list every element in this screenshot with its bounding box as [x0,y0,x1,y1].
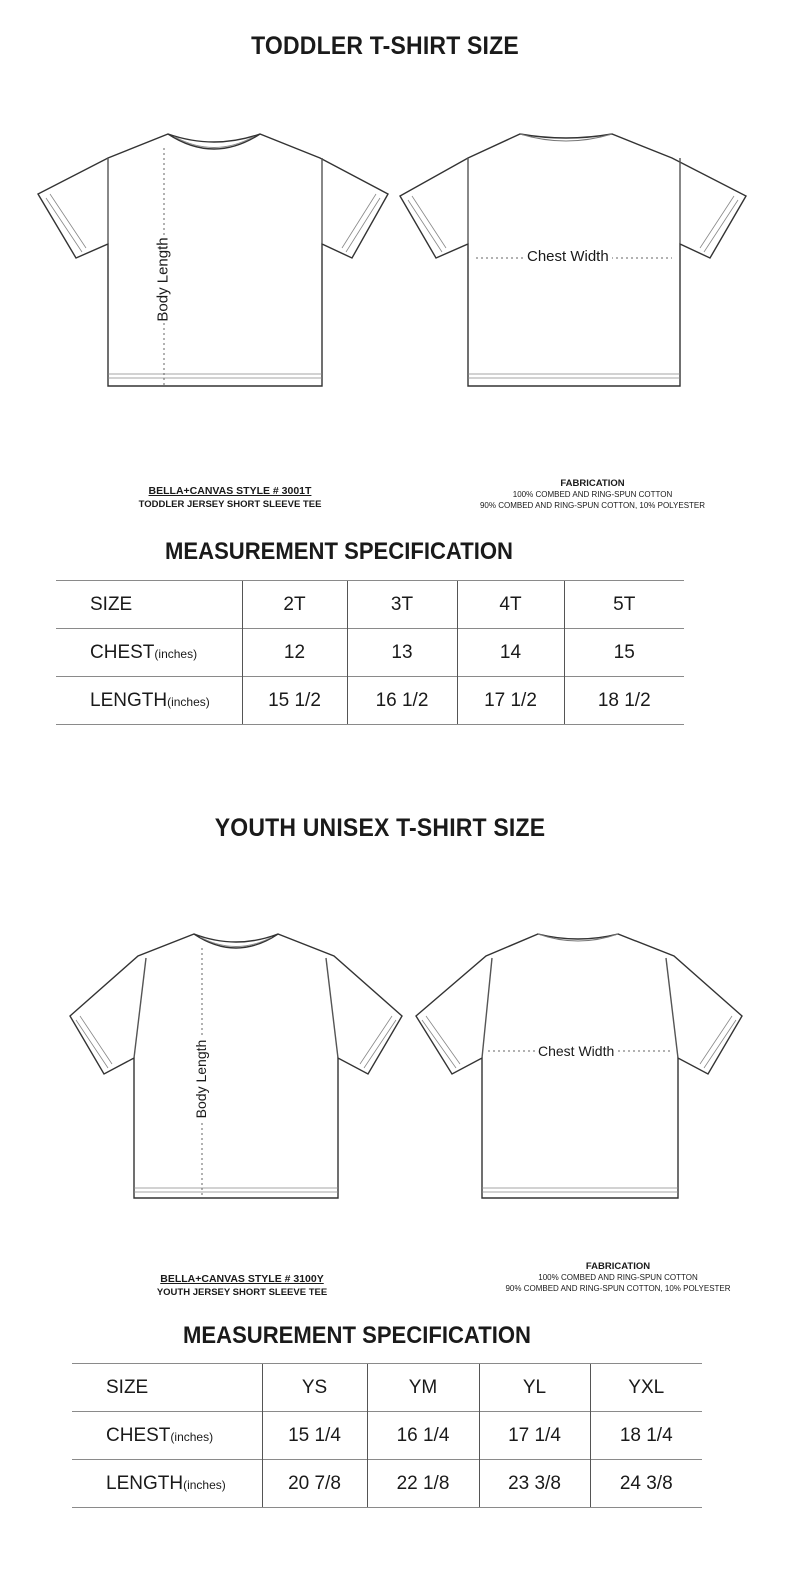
toddler-fabrication-line1: 100% COMBED AND RING-SPUN COTTON [512,490,673,499]
length-row-label [56,677,242,725]
youth-fabrication-line1: 100% COMBED AND RING-SPUN COTTON [538,1273,698,1282]
length-label-text: LENGTH [106,1472,184,1494]
youth-spec-title: MEASUREMENT SPECIFICATION [183,1322,531,1349]
size-row-label: SIZE [72,1364,262,1412]
chest-cell: 13 [347,629,457,677]
toddler-body-length-label: Body Length [154,237,172,322]
size-cell: YL [479,1364,590,1412]
youth-chest-width-label: Chest Width [535,1043,617,1059]
length-unit: (inches) [183,1477,226,1492]
size-cell: YS [262,1364,367,1412]
length-row-label [72,1460,262,1508]
youth-style-info [122,1273,362,1299]
toddler-fabrication [440,478,745,511]
chest-row-label [72,1412,262,1460]
length-unit: (inches) [167,694,210,709]
youth-title: YOUTH UNISEX T-SHIRT SIZE [214,814,546,842]
length-cell: 24 3/8 [590,1460,702,1508]
chest-unit: (inches) [154,646,198,661]
size-cell: 4T [457,581,564,629]
chest-label-text: CHEST [90,641,155,663]
table-row [72,1460,702,1508]
length-cell: 17 1/2 [457,677,564,725]
youth-style-number: BELLA+CANVAS STYLE # 3100Y [160,1273,324,1285]
chest-label-text: CHEST [106,1424,171,1446]
size-cell: YXL [590,1364,702,1412]
youth-measurement-table [72,1363,702,1508]
table-row [56,629,684,677]
table-row [56,581,684,629]
toddler-chest-width-label: Chest Width [524,248,612,265]
toddler-style-number: BELLA+CANVAS STYLE # 3001T [148,485,312,497]
length-cell: 18 1/2 [564,677,684,725]
youth-style-description: YOUTH JERSEY SHORT SLEEVE TEE [156,1287,328,1298]
size-cell: 3T [347,581,457,629]
toddler-fabrication-line2: 90% COMBED AND RING-SPUN COTTON, 10% POLYESTER [479,501,706,510]
chest-cell: 17 1/4 [479,1412,590,1460]
chest-unit: (inches) [170,1429,214,1444]
length-cell: 23 3/8 [479,1460,590,1508]
size-cell: 2T [242,581,347,629]
youth-back-shirt-diagram [408,928,748,1203]
toddler-measurement-table [56,580,684,725]
toddler-title: TODDLER T-SHIRT SIZE [251,32,519,60]
table-row [72,1364,702,1412]
chest-cell: 15 [564,629,684,677]
chest-cell: 18 1/4 [590,1412,702,1460]
chest-cell: 14 [457,629,564,677]
size-row-label: SIZE [56,581,242,629]
chest-cell: 15 1/4 [262,1412,367,1460]
length-label-text: LENGTH [90,689,168,711]
toddler-spec-title: MEASUREMENT SPECIFICATION [165,538,513,565]
size-cell: 5T [564,581,684,629]
youth-fabrication-line2: 90% COMBED AND RING-SPUN COTTON, 10% POLYESTER [505,1284,731,1293]
chest-cell: 12 [242,629,347,677]
length-cell: 16 1/2 [347,677,457,725]
chest-cell: 16 1/4 [367,1412,479,1460]
table-row [56,677,684,725]
length-cell: 15 1/2 [242,677,347,725]
toddler-fabrication-title: FABRICATION [560,478,625,489]
length-cell: 20 7/8 [262,1460,367,1508]
size-cell: YM [367,1364,479,1412]
chest-row-label [56,629,242,677]
youth-fabrication [458,1261,778,1294]
youth-body-length-label: Body Length [193,1036,209,1122]
youth-front-shirt-diagram [66,928,406,1203]
toddler-style-description: TODDLER JERSEY SHORT SLEEVE TEE [138,499,322,510]
length-cell: 22 1/8 [367,1460,479,1508]
table-row [72,1412,702,1460]
toddler-front-shirt-diagram [30,128,400,393]
youth-fabrication-title: FABRICATION [585,1261,651,1272]
toddler-style-info [110,485,350,511]
